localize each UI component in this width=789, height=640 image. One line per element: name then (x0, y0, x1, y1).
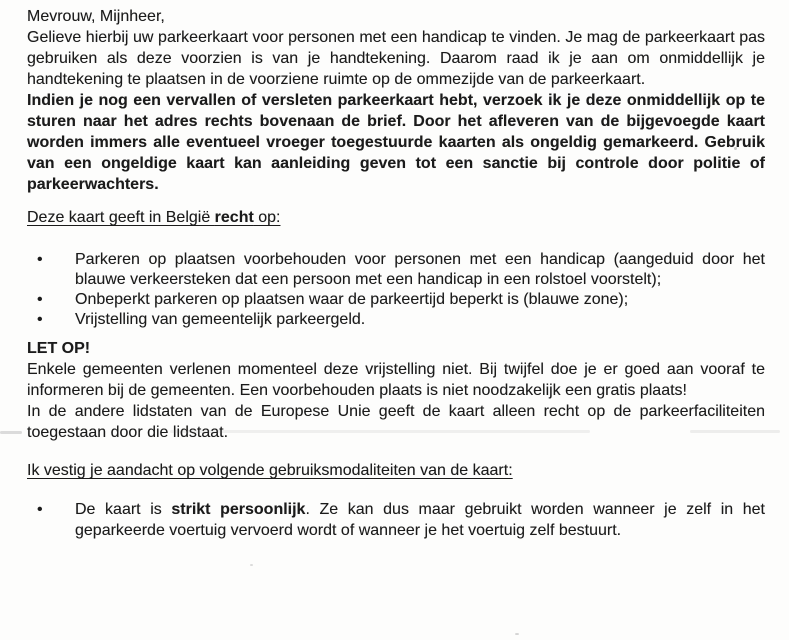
usage-bullet-list (27, 499, 765, 541)
rights-bullet-text: Parkeren op plaatsen voorbehouden voor personen met een handicap (aangeduid door het blauwe verkeersteken dat een persoon met een handicap in een rolstoel voorstelt); (75, 251, 765, 288)
list-item (27, 250, 765, 290)
paragraph-eu: In de andere lidstaten van de Europese Unie geeft de kaart alleen recht op de parkeerfaciliteiten toegestaan door die lidstaat. (27, 403, 765, 441)
scan-artifact (250, 564, 253, 566)
heading-usage: Ik vestig je aandacht op volgende gebruiksmodaliteiten van de kaart: (27, 462, 513, 479)
list-item (27, 310, 765, 330)
bullet-icon: • (37, 251, 43, 268)
scan-artifact (515, 633, 519, 635)
heading-rights-suffix: op: (253, 209, 281, 226)
bullet-icon: • (37, 501, 43, 518)
heading-rights-prefix: Deze kaart geeft in België (27, 209, 215, 226)
attention-paragraph: Enkele gemeenten verlenen momenteel deze vrijstelling niet. Bij twijfel doe je er goed aan vooraf te informeren bij de gemeenten. Een voorbehouden plaats is niet noodzakelijk een gratis plaats! (27, 361, 765, 399)
attention-section (27, 338, 765, 401)
paragraph-warning: Indien je nog een vervallen of versleten parkeerkaart hebt, verzoek ik je deze onmiddellijk op te sturen naar het adres rechts bovenaan de brief. Door het afleveren van de bijgevoegde kaart worden immers alle eventueel vroeger toegestuurde kaarten als ongeldig gemarkeerd. Gebruik van een ongeldige kaart kan aanleiding geven tot een sanctie bij controle door politie of parkeerwachters. (27, 92, 765, 193)
list-item (27, 499, 765, 541)
rights-bullet-list (27, 250, 765, 330)
attention-heading: LET OP! (27, 340, 91, 357)
usage-bullet-bold: strikt persoonlijk (171, 501, 306, 518)
usage-bullet-prefix: De kaart is (75, 501, 172, 518)
list-item (27, 290, 765, 310)
heading-rights (27, 207, 765, 228)
bullet-icon: • (37, 311, 43, 328)
salutation: Mevrouw, Mijnheer, (27, 8, 165, 25)
bullet-icon: • (37, 291, 43, 308)
scan-artifact (0, 431, 22, 434)
paragraph-intro: Gelieve hierbij uw parkeerkaart voor personen met een handicap te vinden. Je mag de parkeerkaart pas gebruiken als deze voorzien is van je handtekening. Daarom raad ik je aan om onmiddellijk je handtekening te plaatsen in de voorziene ruimte op de ommezijde van de parkeerkaart. (27, 29, 765, 88)
usage-bullet-suffix: . Ze kan dus maar gebruikt worden wanneer je zelf in het geparkeerde voertuig vervoerd wordt of wanneer je het voertuig zelf bestuurt. (75, 501, 765, 539)
heading-rights-bold: recht (214, 209, 254, 226)
rights-bullet-text: Onbeperkt parkeren op plaatsen waar de parkeertijd beperkt is (blauwe zone); (75, 291, 629, 308)
rights-bullet-text: Vrijstelling van gemeentelijk parkeergeld. (75, 311, 366, 328)
